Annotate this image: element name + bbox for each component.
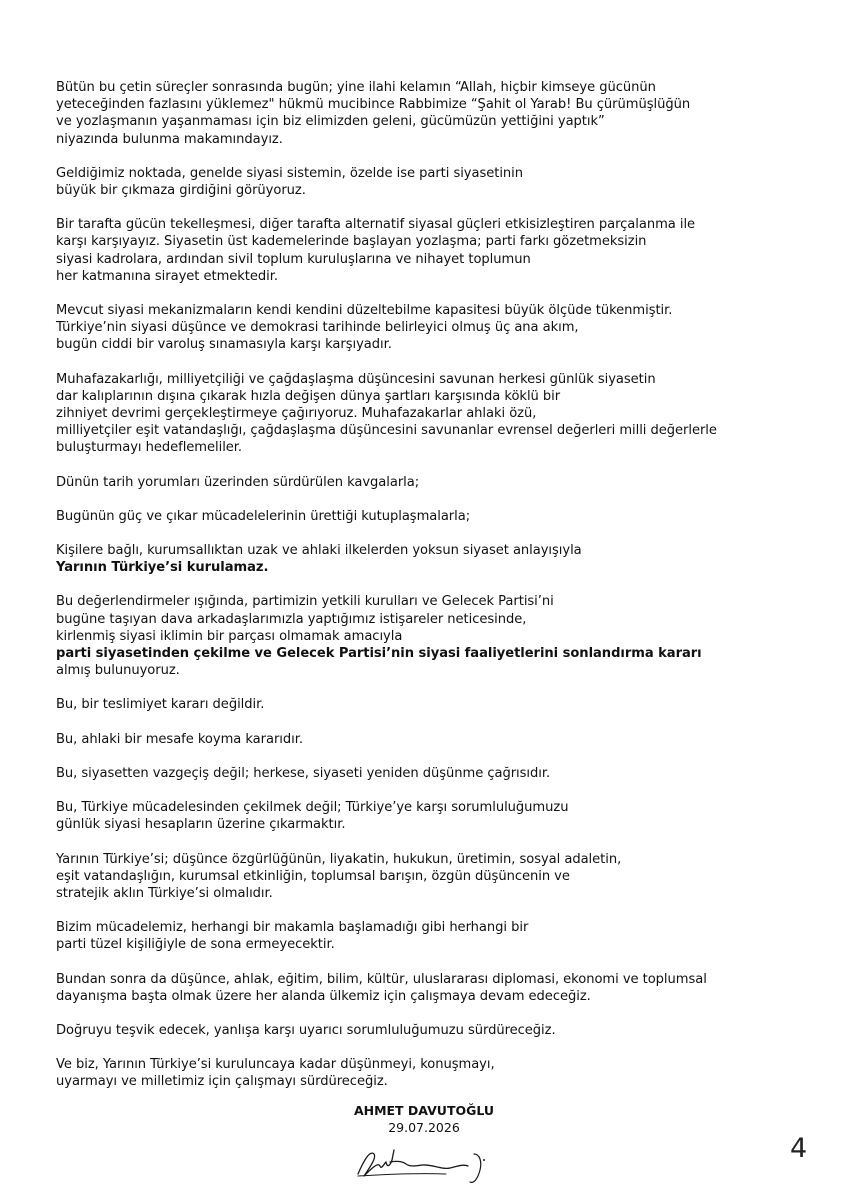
text-line: her katmanına sirayet etmektedir.: [56, 268, 278, 284]
paragraph: [56, 919, 796, 953]
paragraph: [56, 593, 796, 679]
text-line: Türkiye’nin siyasi düşünce ve demokrasi tarihinde belirleyici olmuş üç ana akım,: [56, 320, 579, 336]
signature-date: 29.07.2026: [388, 1120, 460, 1135]
paragraph: [56, 508, 796, 525]
text-line: Bundan sonra da düşünce, ahlak, eğitim, bilim, kültür, uluslararası diplomasi, ekonomi ve toplumsal: [56, 971, 707, 987]
text-line: Geldiğimiz noktada, genelde siyasi sistemin, özelde ise parti siyasetinin: [56, 165, 524, 181]
text-line: bugün ciddi bir varoluş sınamasıyla karşı karşıyadır.: [56, 337, 392, 353]
text-line: ve yozlaşmanın yaşanmaması için biz elimizden geleni, gücümüzün yettiğini yaptık”: [56, 114, 605, 130]
text-line: eşit vatandaşlığın, kurumsal etkinliğin, toplumsal barışın, özgün düşüncenin ve: [56, 868, 570, 884]
text-line: stratejik aklın Türkiye’si olmalıdır.: [56, 885, 273, 901]
text-line: büyük bir çıkmaza girdiğini görüyoruz.: [56, 183, 306, 199]
text-line: Bu, bir teslimiyet kararı değildir.: [56, 697, 265, 713]
bold-text-line: Yarının Türkiye’si kurulamaz.: [56, 560, 269, 576]
text-line: Muhafazakarlığı, milliyetçiliği ve çağdaşlaşma düşüncesini savunan herkesi günlük siyasetin: [56, 371, 656, 387]
text-line: siyasi kadrolara, ardından sivil toplum kuruluşlarına ve nihayet toplumun: [56, 251, 531, 267]
text-line: yeteceğinden fazlasını yüklemez" hükmü mucibince Rabbimize “Şahit ol Yarab! Bu çürümüşlüğün: [56, 97, 691, 113]
signature-block: [0, 1103, 848, 1137]
paragraph: [56, 1056, 796, 1090]
signatory-name: AHMET DAVUTOĞLU: [353, 1103, 495, 1118]
text-line: günlük siyasi hesapların üzerine çıkarmaktır.: [56, 817, 346, 833]
text-line: kirlenmiş siyasi iklimin bir parçası olmamak amacıyla: [56, 628, 403, 644]
text-line: Dünün tarih yorumları üzerinden sürdürülen kavgalarla;: [56, 474, 420, 490]
text-line: almış bulunuyoruz.: [56, 663, 180, 679]
text-line: Bugünün güç ve çıkar mücadelelerinin ürettiği kutuplaşmalarla;: [56, 508, 471, 524]
text-line: Ve biz, Yarının Türkiye’si kuruluncaya kadar düşünmeyi, konuşmayı,: [56, 1057, 495, 1073]
paragraph: [56, 542, 796, 576]
paragraph: [56, 851, 796, 903]
text-line: Bu, siyasetten vazgeçiş değil; herkese, siyaseti yeniden düşünme çağrısıdır.: [56, 765, 551, 781]
text-line: Bu, ahlaki bir mesafe koyma kararıdır.: [56, 731, 303, 747]
text-line: parti tüzel kişiliğiyle de sona ermeyecektir.: [56, 937, 335, 953]
paragraph: [56, 799, 796, 833]
paragraph: [56, 216, 796, 285]
paragraph: [56, 731, 796, 748]
text-line: uyarmayı ve milletimiz için çalışmayı sürdüreceğiz.: [56, 1074, 388, 1090]
text-line: bugüne taşıyan dava arkadaşlarımızla yaptığımız istişareler neticesinde,: [56, 611, 527, 627]
text-line: Kişilere bağlı, kurumsallıktan uzak ve ahlaki ilkelerden yoksun siyaset anlayışıyla: [56, 543, 582, 559]
page-number: 4: [790, 1133, 808, 1164]
handwritten-signature: [350, 1140, 500, 1188]
paragraph: [56, 1022, 796, 1039]
paragraph: [56, 765, 796, 782]
text-line: milliyetçiler eşit vatandaşlığı, çağdaşlaşma düşüncesini savunanlar evrensel değerleri milli değerlerle: [56, 423, 717, 439]
paragraph: [56, 696, 796, 713]
text-line: dayanışma başta olmak üzere her alanda ülkemiz için çalışmaya devam edeceğiz.: [56, 988, 591, 1004]
text-line: Doğruyu teşvik edecek, yanlışa karşı uyarıcı sorumluluğumuzu sürdüreceğiz.: [56, 1022, 556, 1038]
text-line: karşı karşıyayız. Siyasetin üst kademelerinde başlayan yozlaşma; parti farkı gözetmeksizin: [56, 234, 647, 250]
paragraph: [56, 302, 796, 354]
text-line: Bu, Türkiye mücadelesinden çekilmek değil; Türkiye’ye karşı sorumluluğumuzu: [56, 800, 569, 816]
text-line: Yarının Türkiye’si; düşünce özgürlüğünün, liyakatin, hukukun, üretimin, sosyal adaletin,: [56, 851, 622, 867]
text-line: Mevcut siyasi mekanizmaların kendi kendini düzeltebilme kapasitesi büyük ölçüde tükenmiştir.: [56, 303, 673, 319]
paragraph: [56, 165, 796, 199]
paragraph: [56, 474, 796, 491]
text-line: Bu değerlendirmeler ışığında, partimizin yetkili kurulları ve Gelecek Partisi’ni: [56, 594, 554, 610]
bold-text-line: parti siyasetinden çekilme ve Gelecek Partisi’nin siyasi faaliyetlerini sonlandırma kararı: [56, 646, 702, 662]
text-line: niyazında bulunma makamındayız.: [56, 131, 283, 147]
text-line: buluşturmayı hedeflemeliler.: [56, 440, 243, 456]
text-line: zihniyet devrimi gerçekleştirmeye çağırıyoruz. Muhafazakarlar ahlaki özü,: [56, 406, 537, 422]
paragraph: [56, 79, 796, 148]
text-line: Bizim mücadelemiz, herhangi bir makamla başlamadığı gibi herhangi bir: [56, 920, 529, 936]
letter-body: [56, 79, 796, 1108]
text-line: Bütün bu çetin süreçler sonrasında bugün; yine ilahi kelamın “Allah, hiçbir kimseye gücünün: [56, 80, 656, 95]
text-line: dar kalıplarının dışına çıkarak hızla değişen dünya şartları karşısında köklü bir: [56, 388, 561, 404]
paragraph: [56, 371, 796, 457]
paragraph: [56, 971, 796, 1005]
text-line: Bir tarafta gücün tekelleşmesi, diğer tarafta alternatif siyasal güçleri etkisizleştiren parçalanma ile: [56, 217, 696, 233]
